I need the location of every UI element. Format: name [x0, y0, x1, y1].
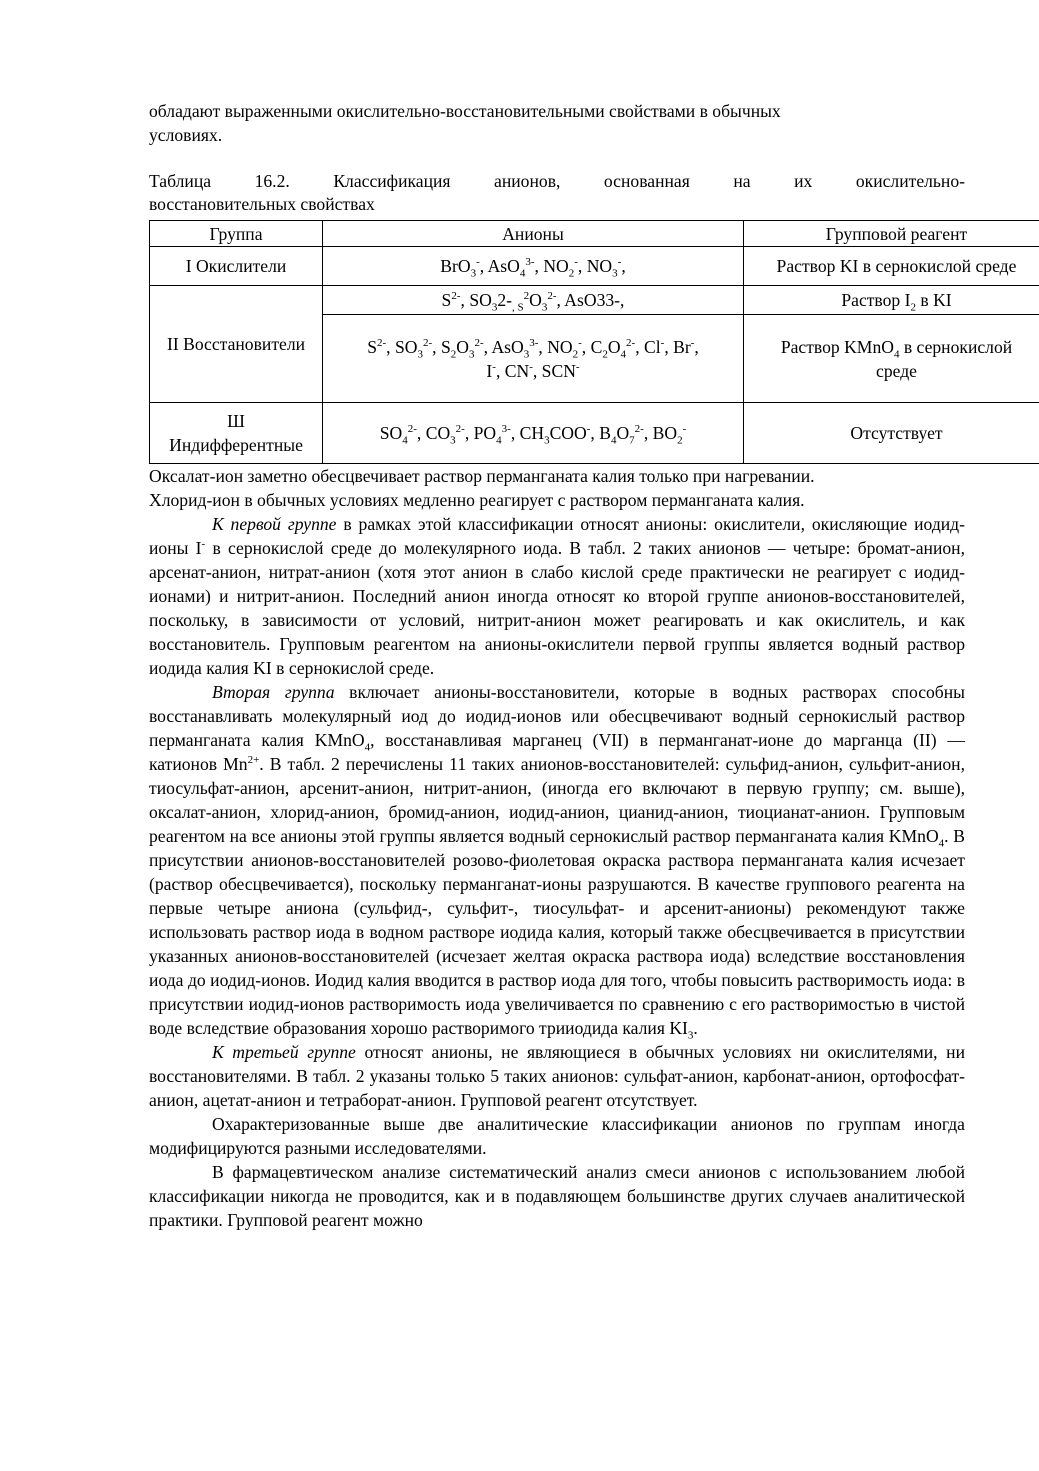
paragraph-text: . В табл. 2 перечислены 11 таких анионов-восстановителей: сульфид-анион, сульфит-анион, тиосульфат-анион, арсенит-анион, нитрит-анион, (иногда его включают в первую группу; см. выше), оксалат-анион, хлорид-анион, бромид-анион, иодид-анион, цианид-анион, тиоцианат-анион. Групповым реагентом на все анионы этой группы является водный сернокислый раствор перманганата калия KMnO	[149, 754, 965, 846]
formula-text: S	[367, 336, 377, 357]
superscript: -	[690, 336, 695, 349]
group-name: Индифферентные	[169, 435, 303, 455]
subscript: 2	[602, 348, 608, 361]
subscript: 4	[938, 837, 945, 850]
paragraph-text: . В присутствии анионов-восстановителей розово-фиолетовая окраска раствора перманганата калия исчезает (раствор обесцвечивается), поскольку перманганат-ионы разрушаются. В качестве группового реагента на первые четыре аниона (сульфид-, сульфит-, тиосульфат- и арсенит-анионы) рекомендуют также использовать раствор иода в водном растворе иодида калия, который также обесцвечивается в присутствии указанных анионов-восстановителей (исчезает желтая окраска раствора иода) вследствие восстановления иода до иодид-ионов. Иодид калия вводится в раствор иода для того, чтобы повысить растворимость иода: в присутствии иодид-ионов растворимость иода увеличивается по сравнению с его растворимостью в чистой воде вследствие образования хорошо растворимого трииодида калия KI	[149, 826, 965, 1038]
superscript: -	[574, 256, 578, 269]
group-cell: I Окислители	[150, 247, 323, 286]
reagent-text: в KI	[915, 290, 952, 310]
formula-text: ,	[694, 336, 699, 357]
superscript: 2-	[377, 336, 387, 349]
table-header-row	[150, 221, 1039, 247]
table-row-indifferent	[150, 403, 1039, 464]
subscript: 3	[470, 267, 477, 280]
italic-term: К первой группе	[212, 514, 337, 534]
formula-text: , NO	[577, 256, 613, 276]
subscript: 3	[468, 348, 475, 361]
anion-classification-table	[149, 220, 1039, 464]
group-cell	[150, 403, 323, 464]
formula-text: , CO	[416, 423, 451, 443]
formula-text: ,	[621, 256, 626, 276]
formula-text: , Br	[664, 336, 691, 357]
paragraph-pharma-analysis: В фармацевтическом анализе систематический анализ смеси анионов с использованием любой классификации никогда не проводится, как и в подавляющем большинстве других случаев аналитической практики. Групповой реагент можно	[149, 1162, 965, 1230]
superscript: -	[578, 336, 582, 349]
formula-text: COO	[549, 423, 587, 443]
reagent-text: среде	[876, 360, 917, 381]
superscript: -	[476, 256, 480, 269]
subscript: 4	[610, 434, 617, 447]
anion-formula	[367, 336, 699, 361]
anions-cell	[323, 286, 744, 315]
subscript: 4	[364, 741, 371, 754]
formula-text: 3	[596, 290, 606, 310]
formula-text: , BO	[643, 423, 678, 443]
paragraph-text: относят анионы, не являющиеся в обычных условиях ни окислителями, ни восстановителями. В табл. 2 указаны только 5 таких анионов: сульфат-анион, карбонат-анион, ортофосфат-анион, ацетат-анион и тетраборат-анион. Групповой реагент отсутствует.	[149, 1042, 965, 1110]
intro-paragraph	[149, 99, 965, 147]
reagent-cell: Раствор KI в сернокислой среде	[744, 247, 1039, 286]
formula-text: , SCN	[532, 360, 576, 381]
superscript: -	[660, 336, 665, 349]
document-page	[149, 99, 965, 215]
superscript: -	[201, 538, 206, 551]
superscript: 2-	[474, 336, 484, 349]
superscript: -	[575, 360, 580, 373]
table-row-oxidizers	[150, 247, 1039, 286]
superscript: 2-	[422, 336, 433, 349]
anion-formula	[441, 290, 625, 314]
formula-text: , SO	[386, 336, 418, 357]
subscript: 2	[450, 348, 457, 361]
italic-term: Вторая группа	[212, 682, 335, 702]
paragraph-text: в сернокислой среде до молекулярного иода. В табл. 2 таких анионов — четыре: бромат-анион, арсенат-анион, нитрат-анион (хотя этот анион в слабо кислой среде практически не реагирует с иодид-ионами) и нитрит-анион. Последний анион иногда относят ко второй группе анионов-восстановителей, поскольку, в зависимости от условий, нитрит-анион может реагировать и как окислитель, и как восстановитель. Групповым реагентом на анионы-окислители первой группы является водный раствор иодида калия KI в сернокислой среде.	[149, 538, 965, 678]
formula-text: 3-	[605, 290, 621, 310]
formula-text: , AsO	[556, 290, 597, 310]
superscript: 2+	[247, 754, 260, 767]
subscript: 4	[496, 434, 502, 447]
superscript: 2-	[634, 423, 644, 436]
formula-text: , CN	[495, 360, 530, 381]
intro-line-2: условиях.	[149, 125, 223, 145]
subscript: 4	[620, 348, 627, 361]
paragraph-first-group	[149, 512, 965, 680]
reagent-text: в сернокислой	[899, 336, 1013, 357]
subscript: 3	[687, 1029, 694, 1042]
paragraph-text: включает анионы-восстановители, которые в водных растворах способны восстанавливать молекулярный иод до иодид-ионов или обесцвечивают водный сернокислый раствор перманганата калия KMnO	[149, 682, 965, 750]
subscript: 3	[523, 348, 530, 361]
intro-line-1: обладают выраженными окислительно-восстановительными свойствами в обычных	[149, 101, 781, 121]
superscript: -	[492, 360, 496, 373]
paragraph-text: , восстанавливая марганец (VII) в перманганат-ионе до марганца (II) — катионов Mn	[149, 730, 965, 774]
subscript: 2	[910, 301, 916, 314]
formula-text: , CH	[510, 423, 545, 443]
anions-cell	[323, 403, 744, 464]
group-numeral: Ш	[227, 411, 245, 431]
group-cell: II Восстановители	[150, 286, 323, 403]
subscript: 3	[612, 267, 618, 280]
anion-formula	[440, 256, 626, 280]
subscript: 4	[402, 434, 408, 447]
subscript: 2	[568, 267, 575, 280]
superscript: 2-	[626, 336, 636, 349]
table-caption: Таблица 16.2. Классификация анионов, основанная на их окислительно-	[149, 171, 965, 191]
subscript: 7	[629, 434, 635, 447]
formula-text: , NO	[534, 256, 569, 276]
formula-text: O	[529, 290, 542, 310]
superscript: -	[617, 256, 622, 269]
superscript: 2-	[547, 290, 557, 303]
body-text	[149, 464, 965, 1232]
formula-text: , AsO	[483, 336, 524, 357]
italic-term: К третьей группе	[212, 1042, 356, 1062]
subscript: 3	[544, 434, 550, 447]
formula-text: I	[486, 360, 493, 381]
formula-text: , Cl	[635, 336, 661, 357]
anions-cell	[323, 315, 744, 403]
paragraph-second-group	[149, 680, 965, 1040]
superscript: 3-	[501, 423, 511, 436]
paragraph-modifications: Охарактеризованные выше две аналитические классификации анионов по группам иногда модифицируются разными исследователями.	[149, 1114, 965, 1158]
anion-formula	[379, 423, 687, 447]
formula-text: 2-	[497, 290, 512, 310]
reagent-cell: Отсутствует	[744, 403, 1039, 464]
subscript: 2	[572, 348, 579, 361]
subscript: 3	[450, 434, 456, 447]
subscript: 2	[677, 434, 683, 447]
paragraph-text: .	[693, 1018, 698, 1038]
reagent-cell	[744, 286, 1039, 315]
anions-cell	[323, 247, 744, 286]
formula-text: S	[441, 290, 452, 310]
table-row-reducers-a	[150, 286, 1039, 315]
superscript: 2-	[451, 290, 461, 303]
reagent-text: Раствор KMnO	[780, 336, 894, 357]
subscript: 3	[417, 348, 423, 361]
superscript: 2	[523, 290, 530, 303]
superscript: 2-	[407, 423, 417, 436]
header-anions: Анионы	[323, 221, 744, 247]
subscript: 4	[519, 267, 526, 280]
notes	[149, 464, 965, 512]
superscript: 3-	[529, 336, 539, 349]
formula-text: , AsO	[479, 256, 520, 276]
note-line: Оксалат-ион заметно обесцвечивает раствор перманганата калия только при нагревании.	[149, 466, 815, 486]
subscript: 4	[893, 348, 900, 361]
anion-formula	[486, 361, 579, 381]
paragraph-text: в рамках этой классификации относят анионы: окислители, окисляющие иодид-ионы I	[149, 514, 965, 558]
formula-text: SO	[379, 423, 403, 443]
formula-text: , C	[581, 336, 603, 357]
formula-text: ,	[620, 290, 625, 310]
reagent-cell	[744, 315, 1039, 403]
paragraph-third-group	[149, 1040, 965, 1112]
table-caption-line-2: восстановительных свойствах	[149, 194, 375, 214]
superscript: -	[586, 423, 591, 436]
superscript: -	[529, 360, 533, 373]
reagent-text: Раствор I	[841, 290, 911, 310]
formula-text: , NO	[538, 336, 573, 357]
formula-text: BrO	[440, 256, 471, 276]
formula-text: , B	[590, 423, 611, 443]
header-group: Группа	[150, 221, 323, 247]
formula-text: , SO	[460, 290, 492, 310]
header-reagent: Групповой реагент	[744, 221, 1039, 247]
superscript: 3-	[525, 256, 535, 269]
superscript: 2-	[455, 423, 465, 436]
superscript: -	[682, 423, 687, 436]
subscript: 3	[541, 301, 548, 314]
note-line: Хлорид-ион в обычных условиях медленно реагирует с раствором перманганата калия.	[149, 490, 805, 510]
formula-text: O	[456, 336, 469, 357]
formula-text: , PO	[464, 423, 497, 443]
subscript: 3	[491, 301, 498, 314]
formula-text: , S	[432, 336, 451, 357]
formula-text: O	[616, 423, 630, 443]
subscript: , S	[511, 301, 524, 314]
formula-text: O	[607, 336, 621, 357]
